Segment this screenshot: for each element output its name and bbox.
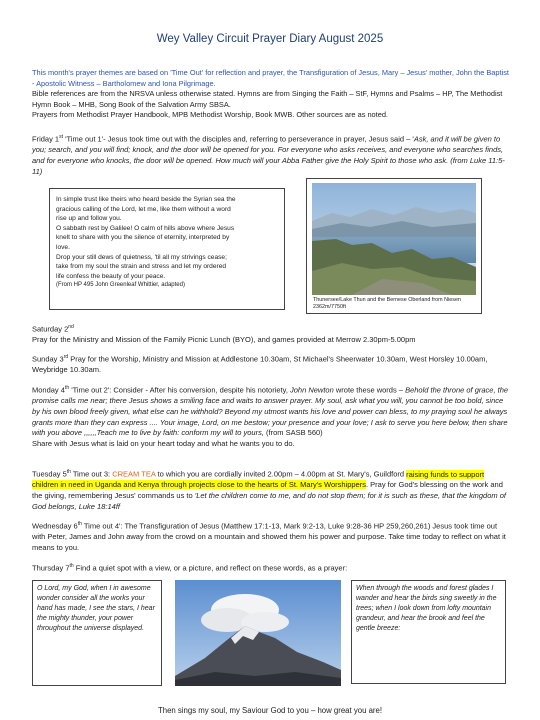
- cream-tea-label: CREAM TEA: [112, 469, 156, 479]
- entry-heading: Thursday 7: [32, 563, 70, 573]
- poem-box-left: O Lord, my God, when I in awesome wonder consider all the works your hand has made, I see the stars, I hear the mighty thunder, your power throughout the universe displayed.: [32, 580, 162, 686]
- hymn-source: (From HP 495 John Greenleaf Whittier, adapted): [56, 282, 185, 289]
- intro-prayer-sources: Prayers from Methodist Prayer Handbook, MPB Methodist Worship, Book MWB. Other sources are as noted.: [32, 110, 388, 120]
- entry-rest: . Pray for God's blessing on the work and the giving, remembering Jesus' commands us to: [32, 480, 503, 500]
- lake-thun-photo: [312, 183, 476, 295]
- entry-ordinal: rd: [63, 354, 69, 360]
- entry-heading: Wednesday 6: [32, 521, 78, 531]
- entry-wednesday-6: [32, 519, 512, 554]
- hymn-line: life confess the beauty of your peace.: [56, 272, 166, 280]
- entry-body: Find a quiet spot with a view, or a picture, and reflect on these words, as a prayer:: [73, 563, 348, 573]
- hymn-box: [49, 188, 285, 310]
- lake-photo-frame: [306, 178, 482, 314]
- entry-body: Time out 4': The Transfiguration of Jesus (Matthew 17:1-13, Mark 9:2-13, Luke 9:28-36 HP 259,260,261) Jesus took time out with Peter, James and John away from the crowd on a mountain and showed them his power and purpose. Take time today to reflect on what it means to you.: [32, 521, 506, 552]
- hymn-line: rise up and follow you.: [56, 215, 122, 223]
- photo-caption: Thunersee/Lake Thun and the Bernese Oberland from Niesen 2362m/7750ft: [313, 297, 461, 310]
- entry-ordinal: st: [59, 134, 63, 140]
- entry-friday-1: [32, 132, 512, 177]
- entry-reference: (from Luke 11:5-11): [32, 155, 505, 176]
- hymn-line: O sabbath rest by Galilee! O calm of hills above where Jesus: [56, 224, 235, 232]
- hymn-line: In simple trust like theirs who heard beside the Syrian sea the: [56, 196, 236, 203]
- entry-lead: Time out 3:: [70, 469, 113, 479]
- hymn-line: love.: [56, 243, 70, 251]
- entry-ordinal: th: [64, 385, 70, 391]
- mountain-photo: [175, 580, 341, 686]
- page-title: Wey Valley Circuit Prayer Diary August 2025: [156, 33, 384, 45]
- entry-closing: Share with Jesus what is laid on your heart today and what he wants you to do.: [32, 439, 295, 449]
- entry-lead-2: wrote these words –: [333, 385, 406, 395]
- entry-heading: Friday 1: [32, 134, 60, 144]
- entry-body: Pray for the Ministry and Mission of the Family Picnic Lunch (BYO), and games provided at Merrow 2.30pm-5.00pm: [32, 335, 416, 345]
- intro-themes: This month's prayer themes are based on 'Time Out' for reflection and prayer, the Transfiguration of Jesus, Mary – Jesus' mother, John the Baptist - Apostolic Witness – Bartholomew and Iona Pilgrimage.: [32, 68, 509, 88]
- entry-ordinal: nd: [68, 324, 74, 330]
- entry-reference: (from SASB 560): [263, 428, 323, 438]
- intro-section: [32, 68, 512, 121]
- hymn-line: knelt to share with you the silence of eternity, interpreted by: [56, 234, 230, 242]
- intro-references: Bible references are from the NRSVA unless otherwise stated. Hymns are from Singing the Faith – StF, Hymns and Psalms – HP, The Methodist Hymn Book – MHB, Song Book of the Salvation Army SBSA.: [32, 89, 503, 109]
- entry-quote: Ask, and it will be given to you; search, and you will find; knock, and the door will be opened for you. For everyone who asks receives, and everyone who searches finds, and for everyone who knocks, the door will be opened. How much will your Abba Father give the Holy Spirit to those who ask.: [32, 134, 504, 165]
- entry-ordinal: th: [66, 469, 71, 475]
- entry-thursday-7: [32, 561, 512, 574]
- entry-heading: Tuesday 5: [32, 469, 67, 479]
- closing-line: Then sings my soul, my Saviour God to you – how great you are!: [157, 706, 383, 715]
- entry-lead: 'Time out 2': Consider - After his conversion, despite his notoriety,: [69, 385, 290, 395]
- hymn-line: Drop your still dews of quietness, 'til all my strivings cease;: [56, 253, 227, 261]
- entry-lead: 'Time out 1'- Jesus took time out with the disciples and, referring to perseverance in prayer, Jesus said – ': [62, 134, 414, 144]
- entry-quote: 'Let the children come to me, and do not stop them; for it is such as these, that the kingdom of God belongs, Luke 18:14ff: [32, 490, 506, 511]
- hymn-line: take from my soul the strain and stress and let my ordered: [56, 263, 227, 271]
- entry-saturday-2: [32, 322, 512, 346]
- entry-ordinal: th: [69, 563, 74, 569]
- entry-tuesday-5: [32, 467, 512, 512]
- entry-heading: Monday 4: [32, 385, 65, 395]
- poem-box-right: When through the woods and forest glades I wander and hear the birds sing sweetly in the trees; when I look down from lofty mountain grandeur, and hear the brook and feel the gentle breeze:: [351, 580, 506, 684]
- entry-heading: Saturday 2: [32, 324, 69, 334]
- hymn-line: gracious calling of the Lord, let me, like them without a word: [56, 205, 231, 213]
- entry-quote: Behold the throne of grace, the promise calls me near; there Jesus shows a smiling face and waits to answer prayer. My soul, ask what you will, you cannot be too bold, since by his own blood freely given, what else can he withhold? Beyond my utmost wants his love and power can bless, to my praying soul he always grants more than they can express .... Your image, Lord, on me bestow; your presence and your love; I ask to serve you here below, then share with you above ,,,,,,Teach me to live by faith: conform my will to yours,: [32, 385, 509, 438]
- entry-sunday-3: [32, 352, 512, 376]
- entry-author: John Newton: [290, 385, 334, 395]
- entry-body: Pray for the Worship, Ministry and Mission at Addlestone 10.30am, St Michael's Sheerwater 10.30am, West Horsley 10.00am, Weybridge 10.30am.: [32, 354, 488, 375]
- entry-monday-4: [32, 383, 512, 450]
- highlighted-text: raising funds to support children in need in Uganda and Kenya through projects close to the hearts of St. Mary's Worshippers: [32, 469, 485, 490]
- entry-heading: Sunday 3: [32, 354, 64, 364]
- entry-ordinal: th: [77, 521, 82, 527]
- entry-middle: to which you are cordially invited 2.00pm – 4.00pm at St. Mary's, Guildford: [155, 469, 407, 479]
